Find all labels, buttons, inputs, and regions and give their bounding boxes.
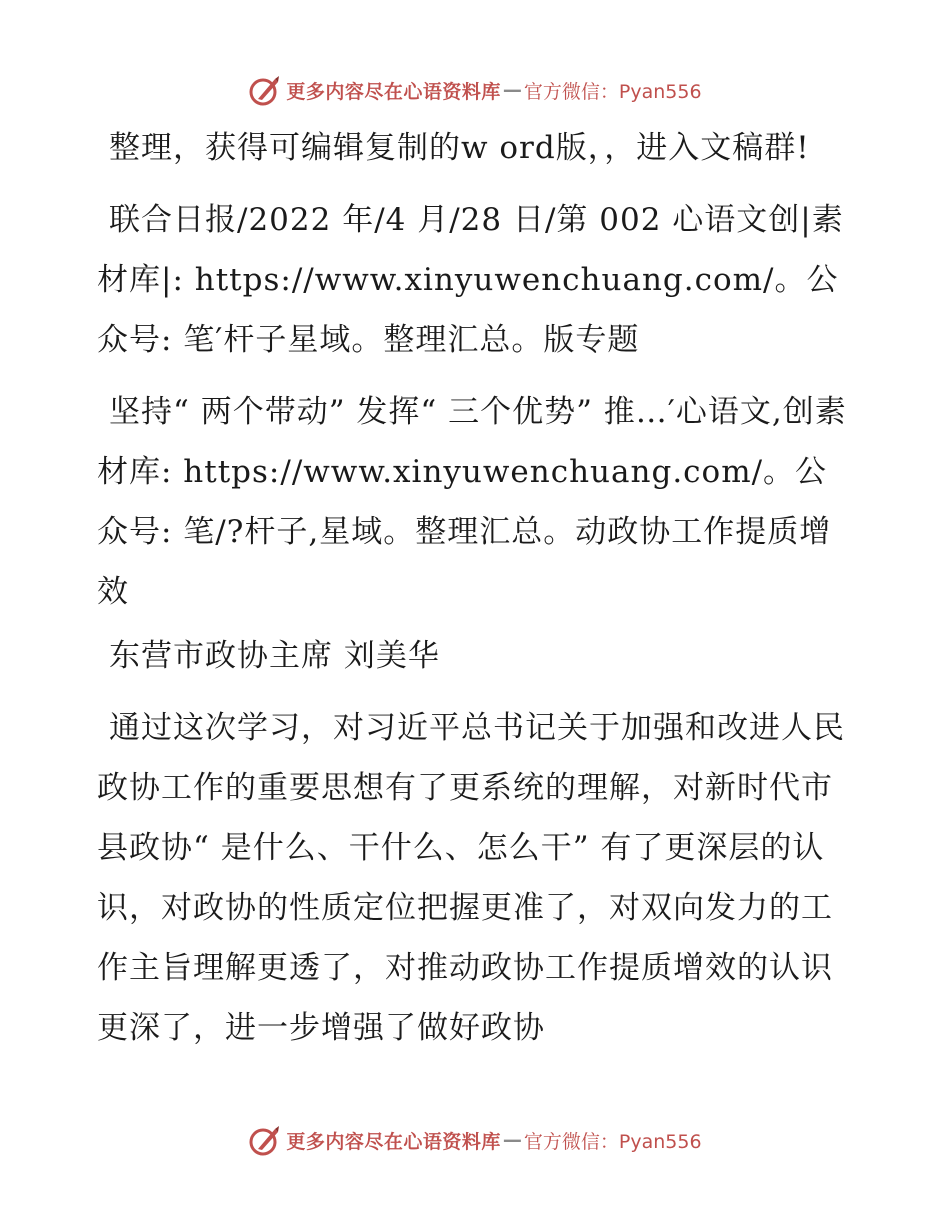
- banner-slogan: 更多内容尽在心语资料库: [286, 80, 501, 103]
- banner-wechat: 官方微信：Pyan556: [523, 80, 702, 103]
- banner-slogan: 更多内容尽在心语资料库: [286, 1130, 501, 1153]
- banner-separator: —: [502, 1129, 522, 1151]
- header-banner: [0, 70, 950, 110]
- banner-wechat: 官方微信：Pyan556: [523, 1130, 702, 1153]
- paragraph-source: 联合日报/2022 年/4 月/28 日/第 002 心语文创|素材库|: https://www.xinyuwenchuang.com/。公众号: 笔′杆子星域。整理汇总。版专题: [97, 202, 844, 358]
- paragraph-body: 通过这次学习，对习近平总书记关于加强和改进人民政协工作的重要思想有了更系统的理解，对新时代市县政协“ 是什么、干什么、怎么干” 有了更深层的认识，对政协的性质定位把握更准了，对双向发力的工作主旨理解更透了，对推动政协工作提质增效的认识更深了，进一步增强了做好政协: [97, 710, 845, 1046]
- banner-separator: —: [502, 79, 522, 101]
- document-body: [97, 118, 857, 1070]
- pen-feather-logo-icon: [248, 73, 282, 107]
- paragraph-intro: 整理，获得可编辑复制的w ord版，，进入文稿群!: [109, 130, 810, 166]
- footer-banner: [0, 1120, 950, 1160]
- paragraph-author: 东营市政协主席 刘美华: [109, 638, 440, 674]
- pen-feather-logo-icon: [248, 1123, 282, 1157]
- paragraph-title: 坚持“ 两个带动” 发挥“ 三个优势” 推…′心语文,创素材库: https://www.xinyuwenchuang.com/。公众号: 笔/?杆子,星域。整理汇总。动政协工作提质增效: [97, 394, 847, 610]
